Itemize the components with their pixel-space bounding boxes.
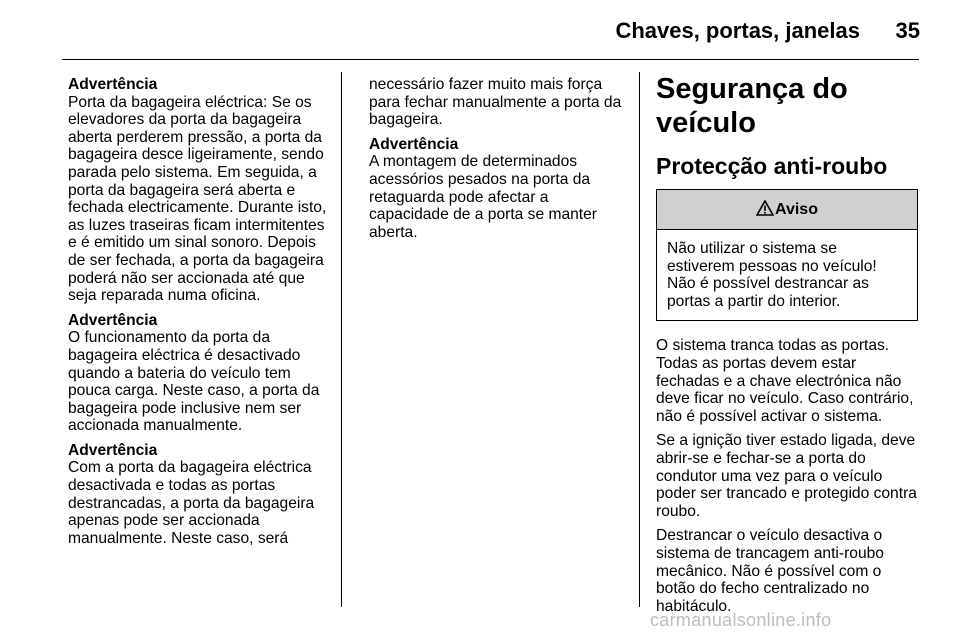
warning-title: Advertência <box>68 441 158 459</box>
notice-header <box>657 190 917 230</box>
body-paragraph: Destrancar o veículo desactiva o sistema de trancagem anti-roubo mecânico. Não é possível com o botão do fecho centralizado no habitáculo. <box>656 527 884 615</box>
column-2 <box>369 76 628 248</box>
warning-block <box>369 136 628 242</box>
warning-title: Advertência <box>369 135 459 153</box>
column-divider-2 <box>639 72 640 607</box>
running-header-title: Chaves, portas, janelas <box>615 18 860 43</box>
notice-title: Aviso <box>775 201 818 218</box>
warning-text: O funcionamento da porta da bagageira eléctrica é desactivado quando a bateria do veículo tem pouca carga. Neste caso, a porta da bagageira pode inclusive nem ser accionada manualmente. <box>68 329 320 435</box>
section-heading: Segurança do veículo <box>656 73 848 139</box>
warning-triangle-icon <box>756 200 774 216</box>
warning-block <box>68 76 332 305</box>
warning-title: Advertência <box>68 311 158 329</box>
page-number: 35 <box>895 18 920 43</box>
notice-text: Não utilizar o sistema se estiverem pessoas no veículo! Não é possível destrancar as portas a partir do interior. <box>667 240 877 310</box>
warning-text: A montagem de determinados acessórios pesados na porta da retaguarda pode afectar a capacidade de a porta se manter aberta. <box>369 153 597 241</box>
subsection-heading: Protecção anti-roubo <box>656 153 888 179</box>
column-3 <box>656 73 922 622</box>
header-divider <box>62 59 919 60</box>
notice-box <box>656 189 918 321</box>
body-paragraph: O sistema tranca todas as portas. Todas as portas devem estar fechadas e a chave electrónica não deve ficar no veículo. Caso contrário, não é possível activar o sistema. <box>656 337 914 425</box>
warning-block <box>68 442 332 548</box>
watermark: carmanualsonline.info <box>650 610 832 630</box>
column-1 <box>68 76 332 554</box>
column-divider-1 <box>341 72 342 607</box>
warning-block <box>68 312 332 435</box>
body-paragraph: Se a ignição tiver estado ligada, deve abrir-se e fechar-se a porta do condutor uma vez para o veículo poder ser trancado e protegido contra roubo. <box>656 432 917 520</box>
warning-title: Advertência <box>68 76 158 93</box>
warning-text: Porta da bagageira eléctrica: Se os elevadores da porta da bagageira aberta perderem pressão, a porta da bagageira desce ligeiramente, sendo parada pelo sistema. Em seguida, a porta da bagageira será aberta e fechada electricamente. Durante isto, as luzes traseiras ficam intermitentes e é emitido um sinal sonoro. Depois de ser fechada, a porta da bagageira poderá não ser accionada até que seja reparada numa oficina. <box>68 93 327 305</box>
continuation-text: necessário fazer muito mais força para fechar manualmente a porta da bagageira. <box>369 76 622 129</box>
warning-text: Com a porta da bagageira eléctrica desactivada e todas as portas destrancadas, a porta da bagageira apenas pode ser accionada manualmente. Neste caso, será <box>68 459 315 547</box>
